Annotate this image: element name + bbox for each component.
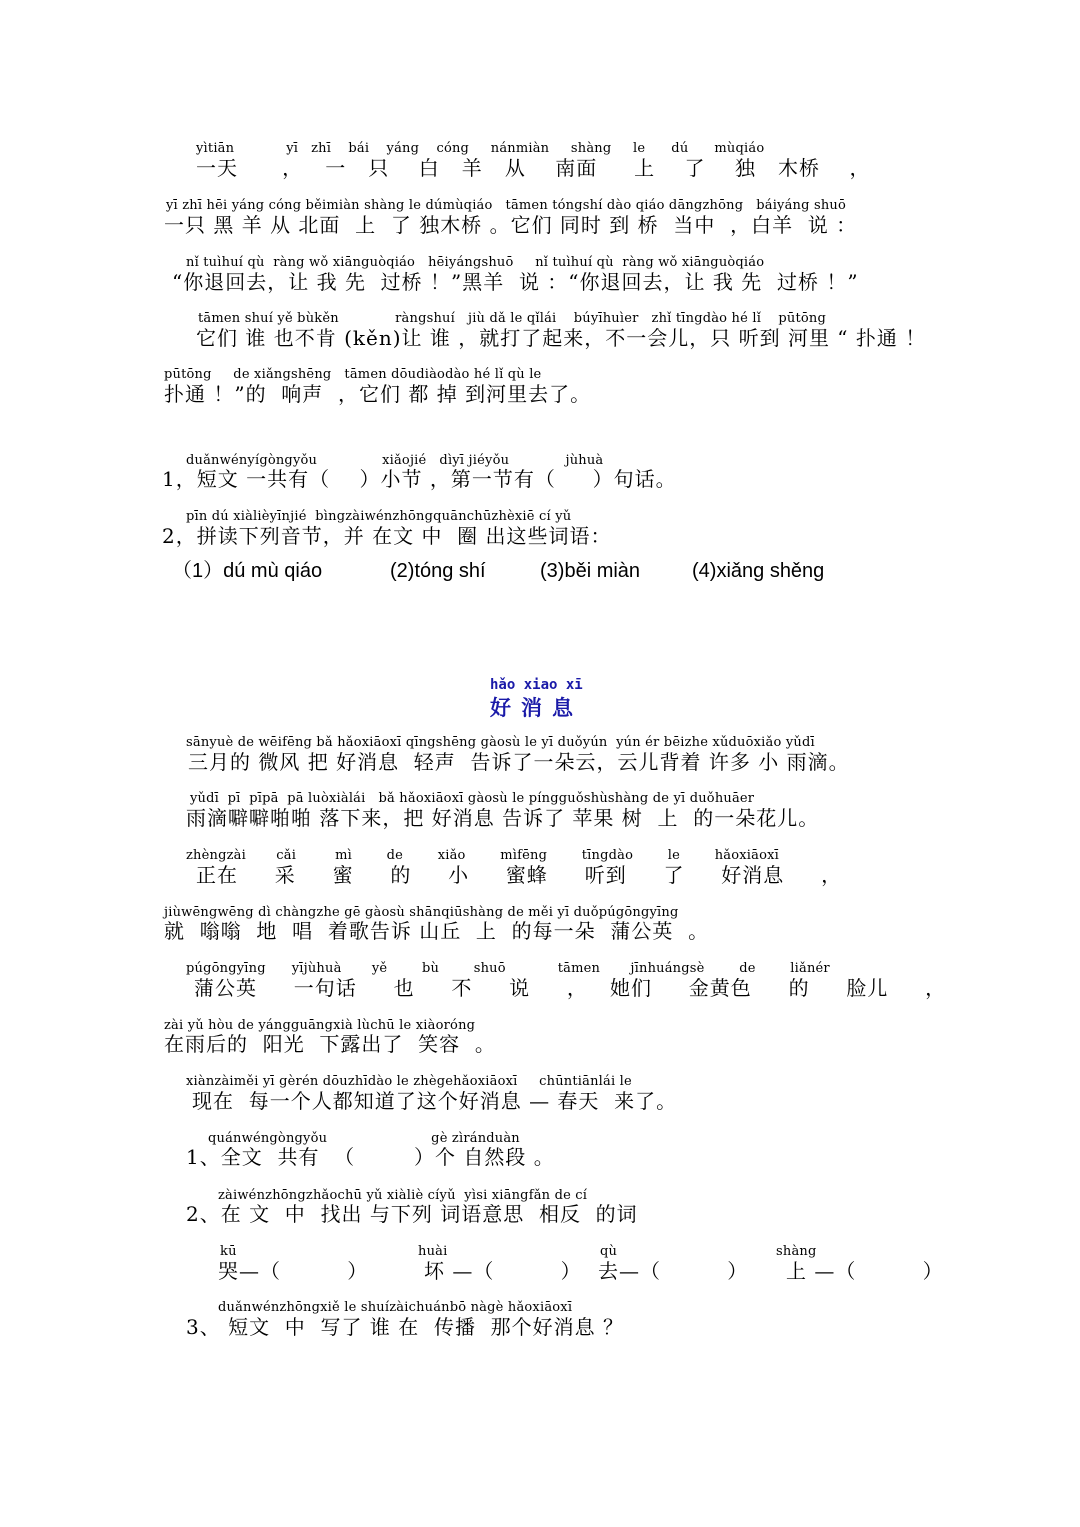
story1-line3-text: “你退回去，让 我 先 过桥 ！”黑羊 说 ：“你退回去，让 我 先 过桥 ！” [172,270,859,294]
story2-line3-pinyin: zhèngzài cǎi mì de xiǎo mìfēng tīngdào le hǎoxiāoxī [186,848,780,863]
q2-1-pinyin: quánwéngòngyǒu gè zìránduàn [208,1131,520,1146]
q1-1-pinyin: duǎnwényígòngyǒu xiǎojié dìyī jiéyǒu jùhuà [186,453,604,468]
story2-line1-text: 三月的 微风 把 好消息 轻声 告诉了一朵云，云儿背着 许多 小 雨滴。 [188,750,850,774]
story2-line6-text: 在雨后的 阳光 下露出了 笑容 。 [164,1032,496,1056]
q2-2-pinyin: zàiwénzhōngzhǎochū yǔ xiàliè cíyǔ yìsi xiāngfǎn de cí [218,1188,588,1203]
q2-3-text: 3、 短文 中 写了 谁 在 传播 那个好消息 ？ [186,1315,625,1339]
story2-line5-text: 蒲公英 一句话 也 不 说 ， 她们 金黄色 的 脸儿 ， [194,976,947,1000]
title-text: 好消息 [490,695,583,720]
story2-line4-text: 就 嗡嗡 地 唱 着歌告诉 山丘 上 的每一朵 蒲公英 。 [164,919,710,943]
q2-2-text: 2、在 文 中 找出 与下列 词语意思 相反 的词 [186,1202,638,1226]
antonym-1-pinyin: kū [220,1244,237,1259]
story1-line2-text: 一只 黑 羊 从 北面 上 了 独木桥 。它们 同时 到 桥 当中 ，白羊 说 ： [164,213,858,237]
story2-line5-pinyin: púgōngyīng yījùhuà yě bù shuō tāmen jīnhuángsè de liǎnér [186,961,830,976]
story1-line5-pinyin: pūtōng de xiǎngshēng tāmen dōudiàodào hé lǐ qù le [164,367,542,382]
story1-line5-text: 扑通 ！”的 响声 ，它们 都 掉 到河里去了。 [164,382,592,406]
antonym-4-blank: 上 —（ ） [786,1259,944,1283]
story1-line4-text: 它们 谁 也不肯 (kěn)让 谁 ，就打了起来，不一会儿，只 听到 河里 “ 扑通 ！ [196,326,927,350]
q2-1-text: 1、全文 共有 （ ）个 自然段 。 [186,1145,555,1169]
q1-2-pinyin: pīn dú xiàlièyīnjié bìngzàiwénzhōngquānchūzhèxiē cí yǔ [186,509,572,524]
story1-line3-pinyin: nǐ tuìhuí qù ràng wǒ xiānguòqiáo hēiyángshuō nǐ tuìhuí qù ràng wǒ xiānguòqiáo [186,255,765,270]
story2-line7-text: 现在 每一个人都知道了这个好消息 — 春天 来了。 [192,1089,678,1113]
q2-3-pinyin: duǎnwénzhōngxiě le shuízàichuánbō nàgè hǎoxiāoxī [218,1300,573,1315]
story1-line4-pinyin: tāmen shuí yě bùkěn ràngshuí jiù dǎ le qǐlái búyīhuìer zhǐ tīngdào hé lǐ pūtōng [198,311,827,326]
story2-line6-pinyin: zài yǔ hòu de yángguāngxià lùchū le xiàoróng [164,1018,476,1033]
antonym-4-pinyin: shàng [776,1244,817,1259]
story2-line7-pinyin: xiànzàiměi yī gèrén dōuzhīdào le zhègehǎoxiāoxī chūntiānlái le [186,1074,632,1089]
pinyin-option-2: (2)tóng shí [390,560,486,582]
title-pinyin: hǎo xiao xī [490,677,583,693]
antonym-1-blank: 哭—（ ） [218,1259,369,1283]
pinyin-option-1: （1）dú mù qiáo [172,560,323,582]
story2-line2-pinyin: yǔdī pī pīpā pā luòxiàlái bǎ hǎoxiāoxī gàosù le píngguǒshùshàng de yī duǒhuāer [190,791,755,806]
pinyin-option-4: (4)xiǎng shěng [692,560,825,582]
antonym-3-blank: 去—（ ） [598,1259,749,1283]
story2-line3-text: 正在 采 蜜 的 小 蜜蜂 听到 了 好消息 ， [196,863,843,887]
antonym-3-pinyin: qù [600,1244,618,1259]
story2-line4-pinyin: jiùwēngwēng dì chàngzhe gē gàosù shānqiūshàng de měi yī duǒpúgōngyīng [164,905,679,920]
antonym-2-pinyin: huài [418,1244,448,1259]
q1-1-text: 1，短文 一共有（ ）小节 ，第一节有（ ）句话。 [162,467,677,491]
story1-line1-text: 一天 ， 一 只 白 羊 从 南面 上 了 独 木桥 ， [196,156,871,180]
story1-line2-pinyin: yī zhī hēi yáng cóng běimiàn shàng le dúmùqiáo tāmen tóngshí dào qiáo dāngzhōng báiyáng shuō [166,198,847,213]
story2-line1-pinyin: sānyuè de wēifēng bǎ hǎoxiāoxī qīngshēng gàosù le yī duǒyún yún ér bēizhe xǔduōxiǎo yǔdī [186,735,815,750]
story2-line2-text: 雨滴噼噼啪啪 落下来，把 好消息 告诉了 苹果 树 上 的一朵花儿。 [186,806,820,830]
story1-line1-pinyin: yìtiān yī zhī bái yáng cóng nánmiàn shàng le dú mùqiáo [196,141,765,156]
pinyin-option-3: (3)běi miàn [540,560,641,582]
antonym-2-blank: 坏 —（ ） [424,1259,582,1283]
q1-2-text: 2，拼读下列音节，并 在文 中 圈 出这些词语： [162,524,612,548]
